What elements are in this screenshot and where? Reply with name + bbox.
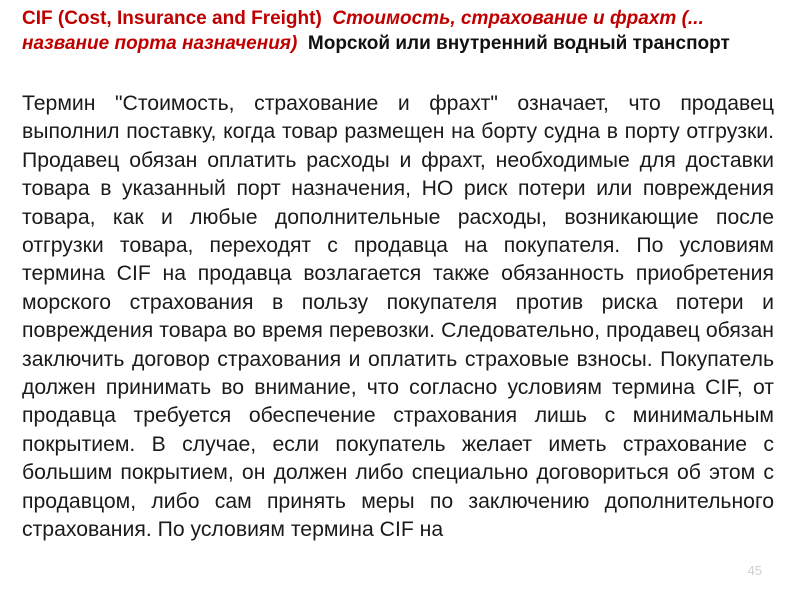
- body-text-segment: Термин "Стоимость, страхование и фрахт" означает, что продавец выполнил поставку, когда товар размещен на борту судна в порту отгрузки. Продавец обязан оплатить расходы и фрахт, необходимые для доставки товара в указанный порт назначения, НО риск потери или повреждения товара, как и любые дополнительные расходы, возникающие после отгрузки товара, переходят с продавца на покупателя. По условиям термина: [22, 92, 774, 286]
- body-text-segment: , от продавца требуется обеспечение страхования лишь с минимальным покрытием. В случае, если покупатель желает иметь страхование с большим покрытием, он должен либо специально договориться об этом с продавцом, либо сам принять меры по заключению дополнительного страхования. По условиям термина: [22, 376, 774, 542]
- body-text-segment: на продавца возлагается также обязанность приобретения морского страхования в пользу покупателя против риска потери и повреждения товара во время перевозки. Следовательно, продавец обязан заключить договор страхования и оплатить страховые взносы. Покупатель должен принимать во внимание, что согласно условиям термина: [22, 262, 774, 400]
- body-text-segment: на: [413, 518, 444, 542]
- title-transport-mode: Морской или внутренний водный транспорт: [307, 33, 730, 54]
- body-term-cif: CIF: [116, 262, 151, 286]
- slide-body-text: [22, 90, 774, 545]
- page-number: 45: [747, 563, 762, 578]
- body-term-cif: CIF: [379, 518, 414, 542]
- slide-title: [22, 6, 782, 56]
- title-term: CIF (Cost, Insurance and Freight): [22, 8, 322, 29]
- title-term-translation: Стоимость, страхование и фрахт (... название порта назначения): [22, 8, 704, 54]
- body-term-cif: CIF: [705, 376, 737, 400]
